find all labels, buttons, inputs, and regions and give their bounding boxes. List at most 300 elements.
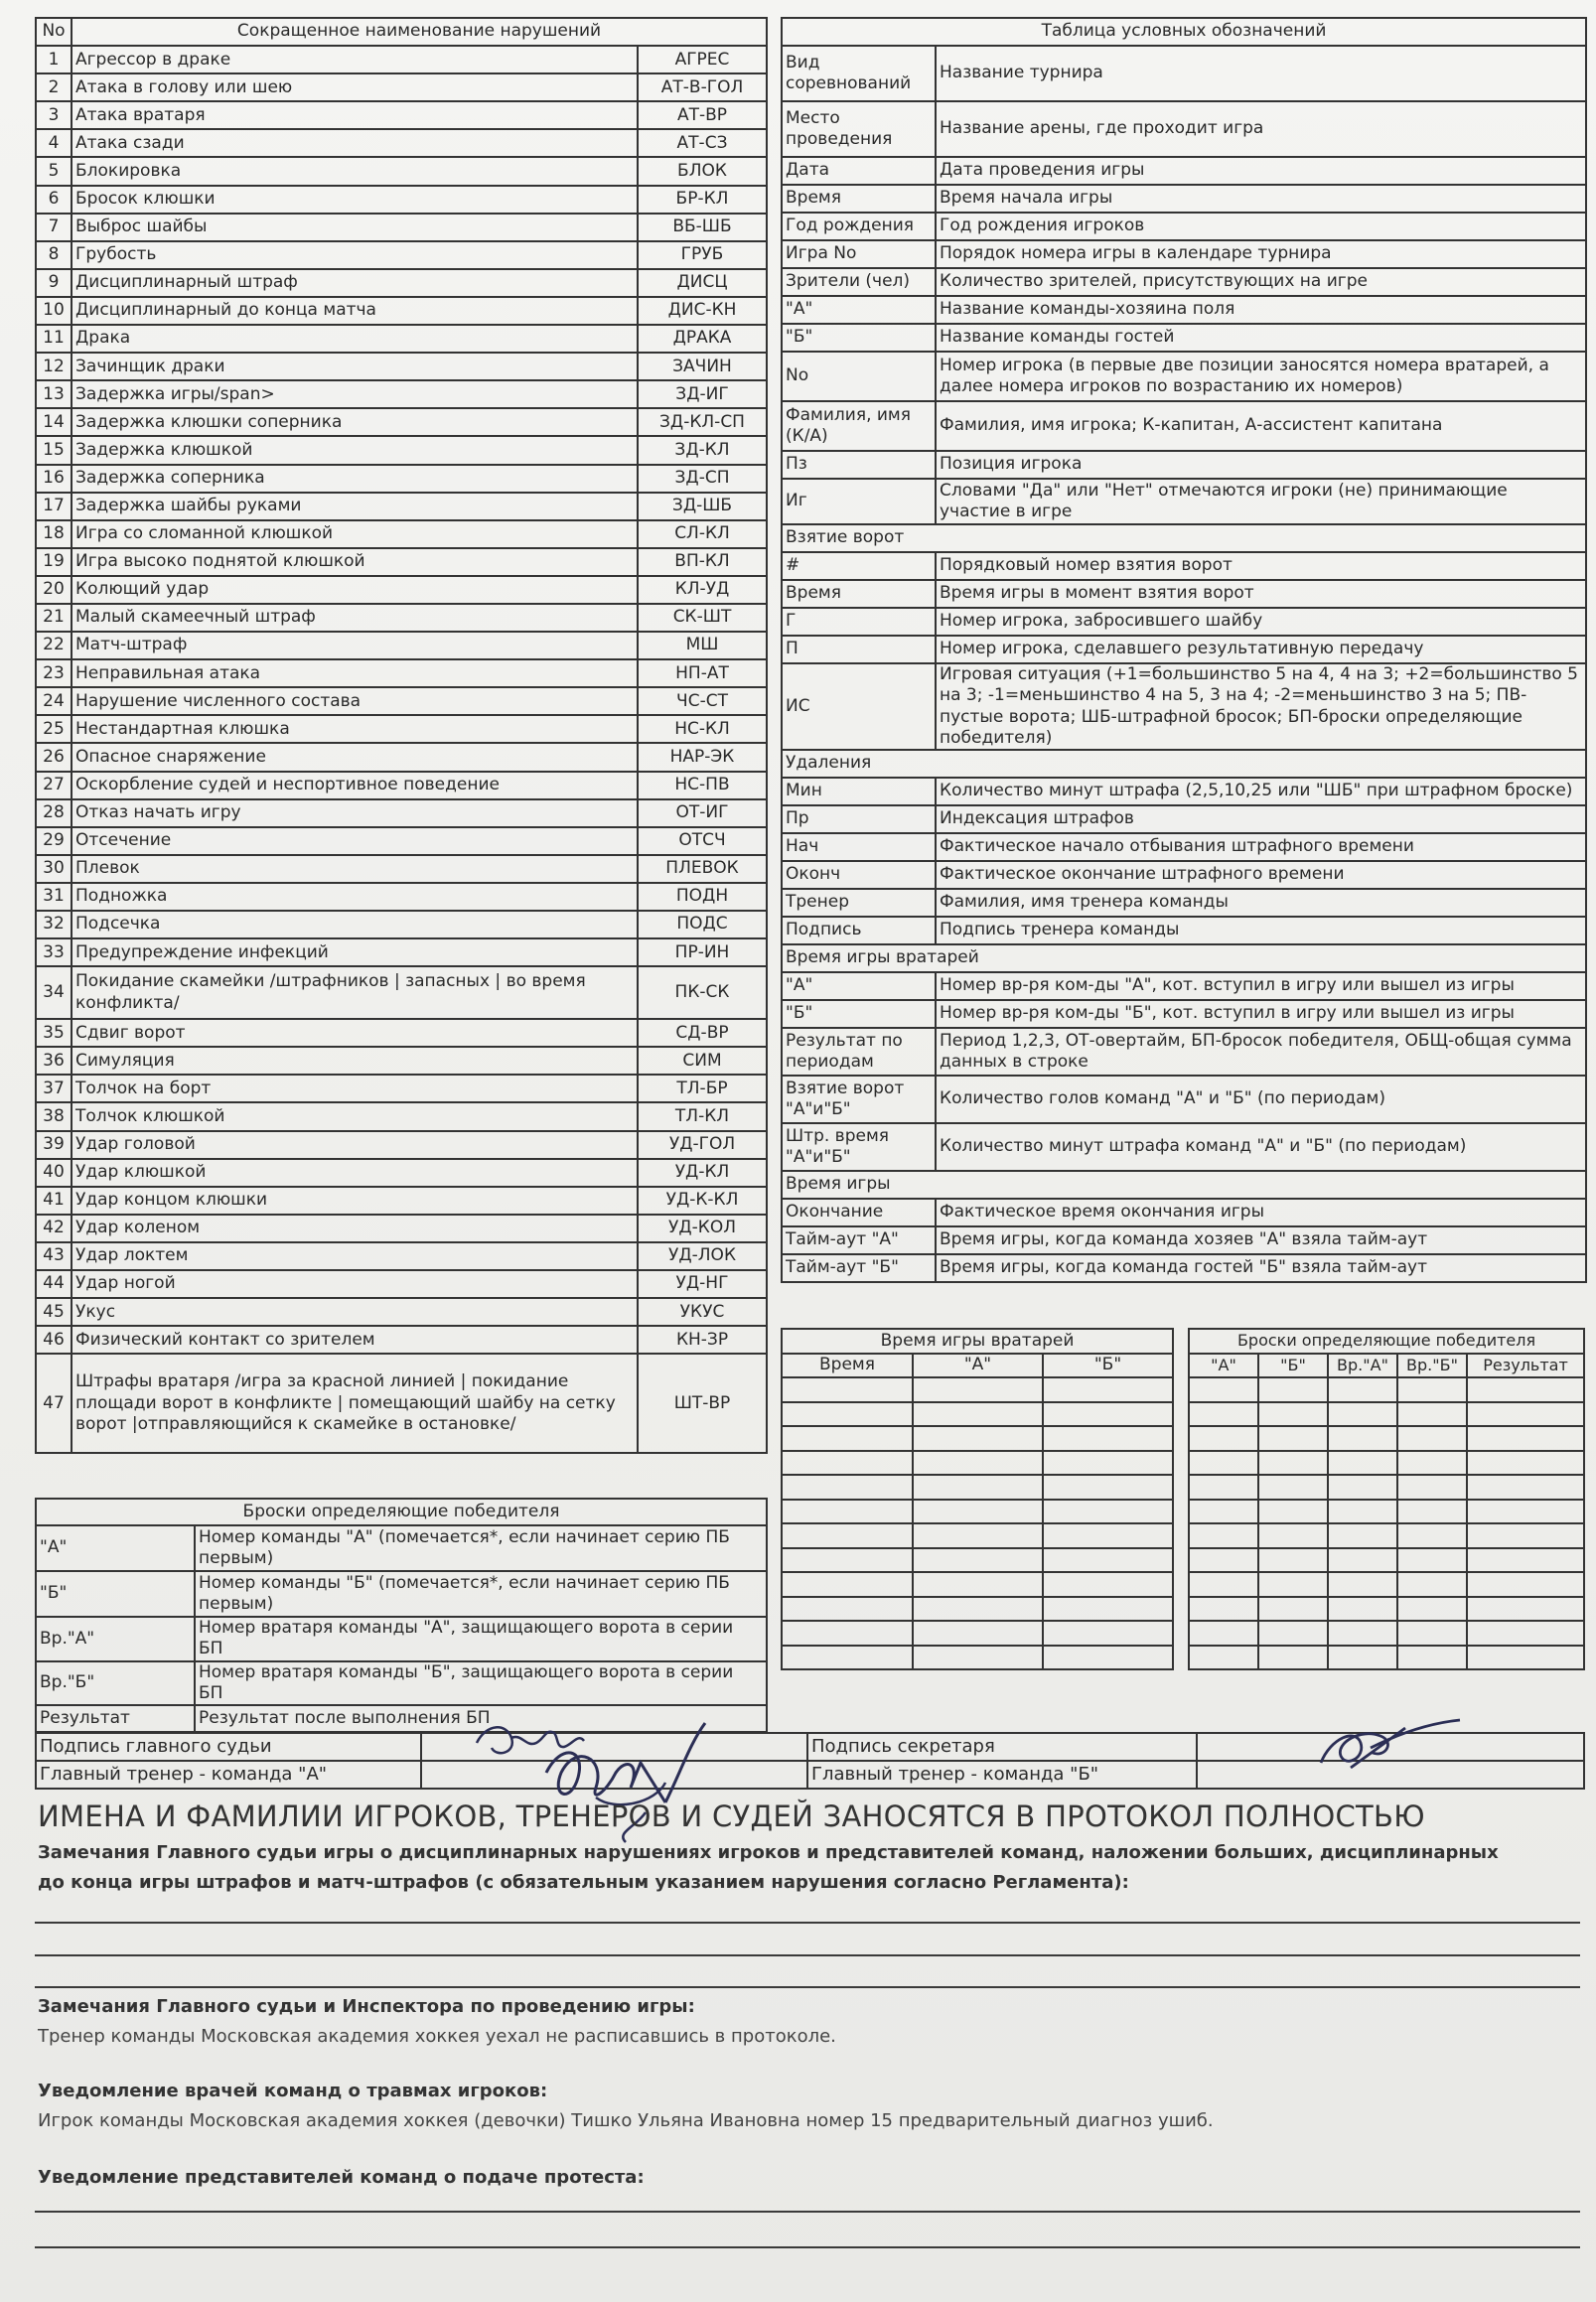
shootout-grid-cell[interactable] (1467, 1597, 1584, 1622)
goalie-grid-cell[interactable] (913, 1548, 1043, 1573)
violations-header-name: Сокращенное наименование нарушений (72, 18, 767, 46)
goalie-grid-cell[interactable] (1043, 1621, 1173, 1646)
legend-value: Номер вр-ря ком-ды "А", кот. вступил в игру или вышел из игры (936, 972, 1586, 1000)
violation-code: АГРЕС (638, 46, 767, 73)
shootout-grid-cell[interactable] (1467, 1572, 1584, 1597)
violation-number: 15 (36, 436, 72, 464)
legend-row (782, 185, 1586, 213)
remarks-line-3[interactable] (35, 1986, 1580, 1988)
violation-row (36, 157, 767, 185)
shootout-grid-cell[interactable] (1258, 1451, 1328, 1476)
violation-number: 37 (36, 1075, 72, 1102)
shootout-grid-column-header: Вр."Б" (1397, 1354, 1467, 1378)
violation-name: Агрессор в драке (72, 46, 638, 73)
shootout-grid-cell[interactable] (1467, 1646, 1584, 1670)
violation-code: ЗД-СП (638, 465, 767, 493)
violation-name: Малый скамеечный штраф (72, 604, 638, 632)
violation-name: Удар коленом (72, 1215, 638, 1242)
goalie-grid-cell[interactable] (1043, 1475, 1173, 1500)
violation-name: Игра высоко поднятой клюшкой (72, 548, 638, 576)
legend-key: Время (782, 185, 936, 213)
shootout-legend-row (36, 1661, 767, 1706)
shootout-grid-cell[interactable] (1397, 1451, 1467, 1476)
violation-name: Атака в голову или шею (72, 73, 638, 101)
violation-row (36, 353, 767, 380)
legend-key: Взятие ворот "А"и"Б" (782, 1076, 936, 1123)
legend-value: Игровая ситуация (+1=большинство 5 на 4, 4 на 3; +2=большинство 5 на 3; -1=меньшинство 4 на 5, 3 на 4; -2=меньшинство 3 на 5; ПВ- пустые ворота; ШБ-штрафной бросок; БП-броски определяющие победителя) (936, 663, 1586, 750)
legend-value: Словами "Да" или "Нет" отмечаются игроки (не) принимающие участие в игре (936, 479, 1586, 524)
violation-name: Удар ногой (72, 1270, 638, 1298)
shootout-grid-cell[interactable] (1397, 1621, 1467, 1646)
violation-number: 10 (36, 297, 72, 325)
shootout-grid-column-header: "А" (1189, 1354, 1258, 1378)
violation-code: АТ-ВР (638, 101, 767, 129)
legend-key: Иг (782, 479, 936, 524)
goalie-grid-cell[interactable] (1043, 1548, 1173, 1573)
violation-row (36, 297, 767, 325)
shootout-grid-cell[interactable] (1397, 1523, 1467, 1548)
legend-key: Окончание (782, 1199, 936, 1226)
shootout-grid-cell[interactable] (1189, 1597, 1258, 1622)
shootout-grid-cell[interactable] (1328, 1597, 1397, 1622)
violation-number: 30 (36, 855, 72, 883)
legend-row (782, 401, 1586, 451)
violation-number: 29 (36, 827, 72, 855)
shootout-grid-cell[interactable] (1189, 1572, 1258, 1597)
violation-code: ЗД-КЛ (638, 436, 767, 464)
shootout-grid-cell[interactable] (1467, 1500, 1584, 1524)
legend-value: Фамилия, имя игрока; К-капитан, А-ассистент капитана (936, 401, 1586, 451)
goalie-grid-cell[interactable] (913, 1621, 1043, 1646)
shootout-grid-cell[interactable] (1328, 1451, 1397, 1476)
violation-row (36, 214, 767, 241)
legend-key: П (782, 636, 936, 663)
violation-row (36, 1102, 767, 1130)
violation-name: Бросок клюшки (72, 186, 638, 214)
violation-name: Удар головой (72, 1131, 638, 1159)
shootout-grid-column-header: Результат (1467, 1354, 1584, 1378)
shootout-grid-cell[interactable] (1189, 1377, 1258, 1402)
violation-number: 23 (36, 659, 72, 687)
goalie-grid-cell[interactable] (913, 1523, 1043, 1548)
shootout-grid-cell[interactable] (1258, 1426, 1328, 1451)
shootout-grid-cell[interactable] (1189, 1475, 1258, 1500)
legend-row (782, 1199, 1586, 1226)
violation-code: ОТ-ИГ (638, 799, 767, 827)
legend-row (782, 46, 1586, 101)
shootout-legend-key: Вр."А" (36, 1617, 195, 1661)
violation-row (36, 911, 767, 938)
legend-value: Период 1,2,3, ОТ-овертайм, БП-бросок победителя, ОБЩ-общая сумма данных в строке (936, 1028, 1586, 1076)
shootout-grid-cell[interactable] (1467, 1451, 1584, 1476)
legend-key: Тайм-аут "Б" (782, 1254, 936, 1282)
shootout-legend-row (36, 1617, 767, 1661)
violation-code: ПЛЕВОК (638, 855, 767, 883)
goalie-time-body (782, 1329, 1173, 1669)
legend-key: "А" (782, 972, 936, 1000)
shootout-grid-row (1189, 1426, 1584, 1451)
shootout-grid-cell[interactable] (1397, 1572, 1467, 1597)
violation-name: Штрафы вратаря /игра за красной линией | покидание площади ворот в конфликте | помещающий шайбу на сетку ворот |отправляющийся к скамейке в остановке/ (72, 1354, 638, 1453)
secretary-signature-icon (1311, 1708, 1470, 1778)
violation-row (36, 855, 767, 883)
goalie-grid-cell[interactable] (782, 1646, 913, 1670)
violation-number: 14 (36, 408, 72, 436)
violation-code: УД-КЛ (638, 1159, 767, 1187)
legend-value: Название команды-хозяина поля (936, 296, 1586, 324)
shootout-grid-cell[interactable] (1328, 1475, 1397, 1500)
shootout-grid-cell[interactable] (1189, 1402, 1258, 1427)
shootout-grid (1188, 1328, 1585, 1670)
violation-name: Выброс шайбы (72, 214, 638, 241)
shootout-grid-cell[interactable] (1467, 1402, 1584, 1427)
violation-number: 17 (36, 493, 72, 520)
shootout-grid-cell[interactable] (1258, 1548, 1328, 1573)
legend-section-row (782, 524, 1586, 552)
legend-key: Нач (782, 833, 936, 861)
goalie-grid-cell[interactable] (1043, 1426, 1173, 1451)
legend-key: Тайм-аут "А" (782, 1226, 936, 1254)
goalie-grid-cell[interactable] (913, 1597, 1043, 1622)
legend-key: Вид соревнований (782, 46, 936, 101)
violation-code: УКУС (638, 1298, 767, 1326)
goalie-grid-cell[interactable] (913, 1402, 1043, 1427)
shootout-grid-cell[interactable] (1258, 1646, 1328, 1670)
violation-code: МШ (638, 632, 767, 659)
legend-row (782, 833, 1586, 861)
goalie-grid-cell[interactable] (1043, 1377, 1173, 1402)
legend-value: Время игры, когда команда гостей "Б" взяла тайм-аут (936, 1254, 1586, 1282)
shootout-grid-cell[interactable] (1328, 1402, 1397, 1427)
goalie-grid-cell[interactable] (782, 1451, 913, 1476)
legend-row (782, 889, 1586, 917)
legend-value: Порядок номера игры в календаре турнира (936, 240, 1586, 268)
legend-section-title: Удаления (782, 750, 1586, 778)
goalie-grid-cell[interactable] (1043, 1646, 1173, 1670)
shootout-grid-row (1189, 1377, 1584, 1402)
violation-row (36, 715, 767, 743)
legend-row (782, 552, 1586, 580)
violation-row (36, 632, 767, 659)
shootout-grid-cell[interactable] (1467, 1475, 1584, 1500)
violation-row (36, 380, 767, 408)
goalie-grid-cell[interactable] (782, 1402, 913, 1427)
legend-row (782, 268, 1586, 296)
shootout-grid-cell[interactable] (1397, 1646, 1467, 1670)
goalie-time-grid (781, 1328, 1174, 1670)
violation-number: 1 (36, 46, 72, 73)
violation-number: 41 (36, 1187, 72, 1215)
goalie-grid-column-header: "Б" (1043, 1354, 1173, 1378)
violation-number: 18 (36, 520, 72, 548)
goalie-grid-cell[interactable] (913, 1475, 1043, 1500)
shootout-grid-title-row (1189, 1329, 1584, 1354)
shootout-grid-cell[interactable] (1328, 1523, 1397, 1548)
shootout-grid-row (1189, 1646, 1584, 1670)
violation-name: Задержка клюшкой (72, 436, 638, 464)
legend-value: Номер игрока (в первые две позиции заносятся номера вратарей, а далее номера игроков по возрастанию их номеров) (936, 352, 1586, 401)
violations-header-no: No (36, 18, 72, 46)
violation-code: СД-ВР (638, 1019, 767, 1047)
shootout-grid-cell[interactable] (1397, 1377, 1467, 1402)
shootout-grid-cell[interactable] (1397, 1500, 1467, 1524)
legend-value: Фактическое начало отбывания штрафного времени (936, 833, 1586, 861)
shootout-grid-cell[interactable] (1328, 1621, 1397, 1646)
violation-code: НАР-ЭК (638, 743, 767, 771)
shootout-grid-cell[interactable] (1258, 1500, 1328, 1524)
shootout-grid-cell[interactable] (1258, 1475, 1328, 1500)
shootout-grid-cell[interactable] (1397, 1426, 1467, 1451)
remarks-line-2[interactable] (35, 1954, 1580, 1956)
violation-number: 31 (36, 883, 72, 911)
protest-line-2[interactable] (35, 2246, 1580, 2248)
violation-number: 9 (36, 269, 72, 297)
goalie-grid-row (782, 1426, 1173, 1451)
goalie-grid-cell[interactable] (1043, 1597, 1173, 1622)
violation-row (36, 938, 767, 966)
shootout-legend-key: Результат (36, 1705, 195, 1732)
shootout-grid-cell[interactable] (1467, 1377, 1584, 1402)
violation-code: ПОДН (638, 883, 767, 911)
legend-key: Г (782, 608, 936, 636)
violation-code: ТЛ-КЛ (638, 1102, 767, 1130)
violation-name: Нестандартная клюшка (72, 715, 638, 743)
shootout-grid-cell[interactable] (1397, 1548, 1467, 1573)
shootout-grid-cell[interactable] (1258, 1572, 1328, 1597)
goalie-grid-cell[interactable] (782, 1377, 913, 1402)
shootout-grid-cell[interactable] (1328, 1426, 1397, 1451)
goalie-grid-cell[interactable] (782, 1475, 913, 1500)
remarks-label-line-1: Замечания Главного судьи игры о дисциплинарных нарушениях игроков и представителей команд, наложении больших, дисциплинарных (38, 1842, 1499, 1863)
violation-code: АТ-В-ГОЛ (638, 73, 767, 101)
legend-title-row (782, 18, 1586, 46)
violation-number: 46 (36, 1326, 72, 1354)
shootout-legend-value: Номер вратаря команды "Б", защищающего ворота в серии БП (195, 1661, 767, 1706)
legend-key: Фамилия, имя (К/А) (782, 401, 936, 451)
violation-name: Подсечка (72, 911, 638, 938)
violation-code: ДИСЦ (638, 269, 767, 297)
shootout-grid-cell[interactable] (1328, 1646, 1397, 1670)
shootout-legend-body (36, 1499, 767, 1732)
shootout-grid-cell[interactable] (1189, 1451, 1258, 1476)
violation-number: 27 (36, 772, 72, 799)
remarks-line-1[interactable] (35, 1922, 1580, 1924)
legend-row (782, 1000, 1586, 1028)
shootout-grid-cell[interactable] (1328, 1572, 1397, 1597)
legend-value: Индексация штрафов (936, 805, 1586, 833)
violation-number: 28 (36, 799, 72, 827)
goalie-grid-row (782, 1548, 1173, 1573)
legend-row (782, 213, 1586, 240)
violation-number: 21 (36, 604, 72, 632)
shootout-grid-cell[interactable] (1189, 1426, 1258, 1451)
shootout-grid-cell[interactable] (1467, 1523, 1584, 1548)
legend-value: Порядковый номер взятия ворот (936, 552, 1586, 580)
violation-code: БЛОК (638, 157, 767, 185)
violations-table (35, 17, 768, 1454)
violation-code: ШТ-ВР (638, 1354, 767, 1453)
shootout-grid-row (1189, 1500, 1584, 1524)
violation-number: 6 (36, 186, 72, 214)
violations-body (36, 46, 767, 1453)
violation-row (36, 101, 767, 129)
shootout-grid-cell[interactable] (1328, 1500, 1397, 1524)
shootout-grid-title: Броски определяющие победителя (1189, 1329, 1584, 1354)
legend-row (782, 608, 1586, 636)
legend-key: Пр (782, 805, 936, 833)
shootout-legend-value: Номер команды "А" (помечается*, если начинает серию ПБ первым) (195, 1525, 767, 1571)
legend-key: Игра No (782, 240, 936, 268)
violation-number: 16 (36, 465, 72, 493)
violation-row (36, 241, 767, 269)
violation-number: 11 (36, 325, 72, 353)
legend-key: Зрители (чел) (782, 268, 936, 296)
legend-key: Штр. время "А"и"Б" (782, 1123, 936, 1171)
goalie-grid-cell[interactable] (913, 1426, 1043, 1451)
legend-key: Тренер (782, 889, 936, 917)
legend-table (781, 17, 1587, 1283)
legend-row (782, 479, 1586, 524)
shootout-grid-cell[interactable] (1258, 1621, 1328, 1646)
shootout-grid-cell[interactable] (1189, 1621, 1258, 1646)
protest-line-1[interactable] (35, 2211, 1580, 2213)
shootout-grid-cell[interactable] (1189, 1523, 1258, 1548)
legend-row (782, 663, 1586, 750)
goalie-grid-cell[interactable] (782, 1548, 913, 1573)
shootout-legend-value: Номер вратаря команды "А", защищающего ворота в серии БП (195, 1617, 767, 1661)
violation-row (36, 772, 767, 799)
violation-code: ПР-ИН (638, 938, 767, 966)
inspector-remarks-text: Тренер команды Московская академия хоккея уехал не расписавшись в протоколе. (38, 2026, 836, 2047)
goalie-grid-cell[interactable] (913, 1451, 1043, 1476)
violation-name: Атака вратаря (72, 101, 638, 129)
goalie-grid-cell[interactable] (782, 1523, 913, 1548)
violation-number: 4 (36, 129, 72, 157)
shootout-grid-row (1189, 1572, 1584, 1597)
shootout-grid-cell[interactable] (1467, 1548, 1584, 1573)
shootout-grid-cell[interactable] (1467, 1426, 1584, 1451)
shootout-grid-cell[interactable] (1189, 1548, 1258, 1573)
shootout-grid-cell[interactable] (1467, 1621, 1584, 1646)
shootout-grid-cell[interactable] (1397, 1475, 1467, 1500)
goalie-grid-cell[interactable] (782, 1572, 913, 1597)
goalie-grid-row (782, 1402, 1173, 1427)
shootout-grid-row (1189, 1475, 1584, 1500)
violation-row (36, 687, 767, 715)
goalie-grid-cell[interactable] (782, 1597, 913, 1622)
shootout-grid-cell[interactable] (1397, 1402, 1467, 1427)
shootout-grid-row (1189, 1548, 1584, 1573)
violation-number: 20 (36, 576, 72, 604)
violation-name: Задержка шайбы руками (72, 493, 638, 520)
legend-section-row (782, 1171, 1586, 1199)
violation-row (36, 129, 767, 157)
secretary-signature-label: Подпись секретаря (807, 1733, 1197, 1761)
violation-number: 19 (36, 548, 72, 576)
violation-number: 12 (36, 353, 72, 380)
violation-name: Нарушение численного состава (72, 687, 638, 715)
goalie-grid-cell[interactable] (1043, 1451, 1173, 1476)
violation-row (36, 1131, 767, 1159)
goalie-grid-cell[interactable] (913, 1646, 1043, 1670)
legend-section-row (782, 944, 1586, 972)
shootout-grid-cell[interactable] (1328, 1377, 1397, 1402)
legend-title: Таблица условных обозначений (782, 18, 1586, 46)
goalie-grid-cell[interactable] (782, 1621, 913, 1646)
inspector-remarks-label: Замечания Главного судьи и Инспектора по проведению игры: (38, 1996, 695, 2017)
headline: ИМЕНА И ФАМИЛИИ ИГРОКОВ, ТРЕНЕРОВ И СУДЕЙ ЗАНОСЯТСЯ В ПРОТОКОЛ ПОЛНОСТЬЮ (38, 1799, 1425, 1833)
legend-body (782, 18, 1586, 1282)
violation-row (36, 659, 767, 687)
shootout-grid-cell[interactable] (1189, 1646, 1258, 1670)
legend-row (782, 1123, 1586, 1171)
legend-value: Фамилия, имя тренера команды (936, 889, 1586, 917)
shootout-grid-cell[interactable] (1258, 1597, 1328, 1622)
goalie-grid-cell[interactable] (782, 1426, 913, 1451)
goalie-grid-cell[interactable] (913, 1377, 1043, 1402)
violation-name: Задержка соперника (72, 465, 638, 493)
violation-number: 36 (36, 1047, 72, 1075)
violation-row (36, 1354, 767, 1453)
violation-name: Отказ начать игру (72, 799, 638, 827)
legend-value: Количество зрителей, присутствующих на игре (936, 268, 1586, 296)
goalie-grid-cell[interactable] (1043, 1402, 1173, 1427)
goalie-grid-cell[interactable] (1043, 1523, 1173, 1548)
violation-name: Толчок клюшкой (72, 1102, 638, 1130)
violation-name: Плевок (72, 855, 638, 883)
violation-number: 24 (36, 687, 72, 715)
violation-number: 43 (36, 1242, 72, 1270)
violation-row (36, 1326, 767, 1354)
violation-number: 22 (36, 632, 72, 659)
violation-code: ЧС-СТ (638, 687, 767, 715)
violation-row (36, 186, 767, 214)
goalie-grid-cell[interactable] (1043, 1500, 1173, 1524)
shootout-grid-cell[interactable] (1258, 1523, 1328, 1548)
shootout-grid-cell[interactable] (1258, 1402, 1328, 1427)
violation-name: Колющий удар (72, 576, 638, 604)
shootout-grid-cell[interactable] (1258, 1377, 1328, 1402)
shootout-legend-title: Броски определяющие победителя (36, 1499, 767, 1525)
goalie-grid-cell[interactable] (913, 1500, 1043, 1524)
goalie-grid-row (782, 1500, 1173, 1524)
shootout-grid-cell[interactable] (1328, 1548, 1397, 1573)
violation-number: 47 (36, 1354, 72, 1453)
legend-row (782, 240, 1586, 268)
violation-code: ПК-СК (638, 966, 767, 1019)
shootout-grid-cell[interactable] (1397, 1597, 1467, 1622)
violation-name: Физический контакт со зрителем (72, 1326, 638, 1354)
shootout-grid-cell[interactable] (1189, 1500, 1258, 1524)
violation-row (36, 799, 767, 827)
goalie-grid-cell[interactable] (913, 1572, 1043, 1597)
legend-row (782, 580, 1586, 608)
violation-code: СИМ (638, 1047, 767, 1075)
legend-value: Номер игрока, сделавшего результативную передачу (936, 636, 1586, 663)
goalie-grid-cell[interactable] (782, 1500, 913, 1524)
shootout-grid-column-header: Вр."А" (1328, 1354, 1397, 1378)
violation-number: 35 (36, 1019, 72, 1047)
legend-value: Номер игрока, забросившего шайбу (936, 608, 1586, 636)
violation-code: НС-КЛ (638, 715, 767, 743)
violation-code: ДРАКА (638, 325, 767, 353)
violation-name: Задержка игры/span> (72, 380, 638, 408)
violation-row (36, 1019, 767, 1047)
violation-name: Драка (72, 325, 638, 353)
goalie-grid-cell[interactable] (1043, 1572, 1173, 1597)
goalie-grid-column-header: "А" (913, 1354, 1043, 1378)
legend-value: Количество минут штрафа (2,5,10,25 или "ШБ" при штрафном броске) (936, 778, 1586, 805)
